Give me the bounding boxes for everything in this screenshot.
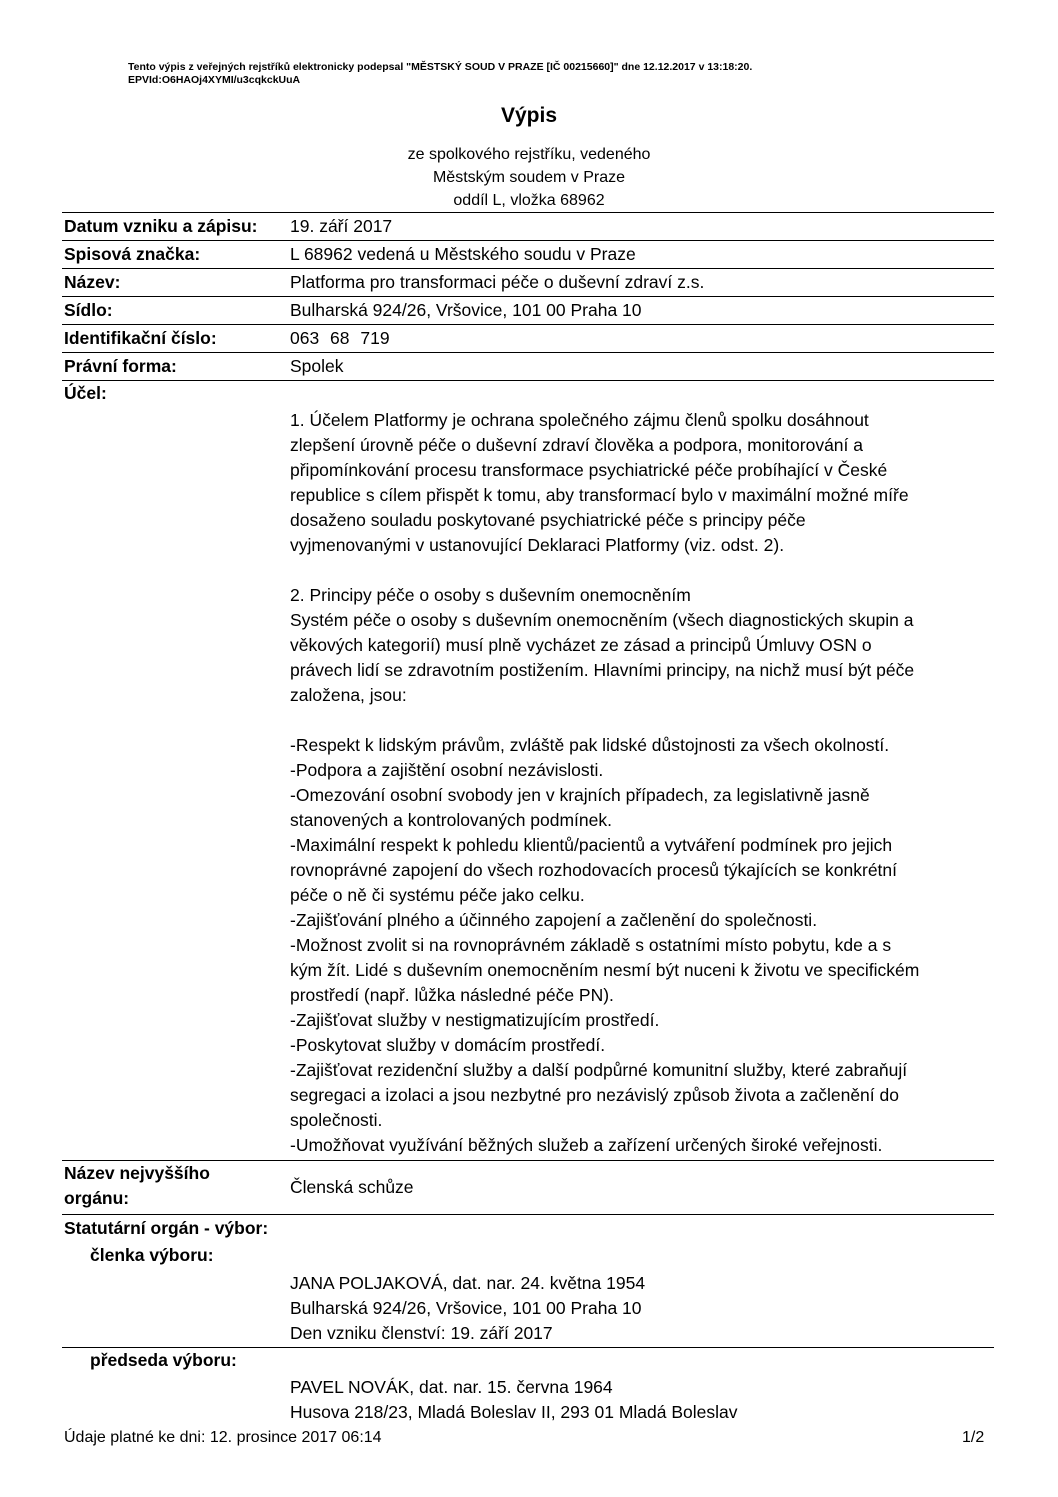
purpose-text-line: připomínkování procesu transformace psychiatrické péče probíhající v České bbox=[290, 460, 888, 480]
purpose-text-line: -Zajišťování plného a účinného zapojení a začlenění do společnosti. bbox=[290, 910, 818, 930]
file-number-label: Spisová značka: bbox=[64, 244, 201, 264]
divider bbox=[62, 1160, 994, 1161]
member-details-line: JANA POLJAKOVÁ, dat. nar. 24. května 1954 bbox=[290, 1273, 646, 1293]
divider bbox=[62, 240, 994, 241]
court-name: Městským soudem v Praze bbox=[432, 169, 626, 186]
purpose-text-line: -Možnost zvolit si na rovnoprávném základě s ostatními místo pobytu, kde a s bbox=[290, 935, 892, 955]
member-details bbox=[290, 1271, 1010, 1346]
purpose-text bbox=[290, 408, 1010, 1158]
register-subtitle: ze spolkového rejstříku, vedeného bbox=[407, 146, 651, 163]
purpose-text-line: věkových kategorií) musí plně vycházet ze zásad a principů Úmluvy OSN o bbox=[290, 635, 872, 655]
member-details-line: Bulharská 924/26, Vršovice, 101 00 Praha 10 bbox=[290, 1298, 642, 1318]
purpose-text-line: stanovených a kontrolovaných podmínek. bbox=[290, 810, 612, 830]
purpose-text-line: dosaženo souladu poskytované psychiatrické péče s principy péče bbox=[290, 510, 806, 530]
divider bbox=[62, 296, 994, 297]
divider bbox=[62, 380, 994, 381]
supreme-organ-label-line-1: Název nejvyššího bbox=[64, 1163, 210, 1183]
chairman-details-line: PAVEL NOVÁK, dat. nar. 15. června 1964 bbox=[290, 1377, 613, 1397]
purpose-text-line: 2. Principy péče o osoby s duševním onemocněním bbox=[290, 585, 691, 605]
purpose-text-line: společnosti. bbox=[290, 1110, 383, 1130]
legal-form-value: Spolek bbox=[290, 356, 344, 376]
name-value: Platforma pro transformaci péče o duševní zdraví z.s. bbox=[290, 272, 705, 292]
purpose-text-line: -Zajišťovat rezidenční služby a další podpůrné komunitní služby, které zabraňují bbox=[290, 1060, 908, 1080]
purpose-text-line: Systém péče o osoby s duševním onemocněním (všech diagnostických skupin a bbox=[290, 610, 914, 630]
valid-as-of: Údaje platné ke dni: 12. prosince 2017 06:14 bbox=[64, 1429, 382, 1446]
chairman-details-line: Husova 218/23, Mladá Boleslav II, 293 01 Mladá Boleslav bbox=[290, 1402, 738, 1422]
seat-label: Sídlo: bbox=[64, 300, 113, 320]
purpose-text-line: segregaci a izolaci a jsou nezbytné pro nezávislý způsob života a začlenění do bbox=[290, 1085, 899, 1105]
chairman-details bbox=[290, 1375, 1010, 1425]
purpose-text-line: právech lidí se zdravotním postižením. Hlavními principy, na nichž musí být péče bbox=[290, 660, 915, 680]
supreme-organ-label bbox=[64, 1163, 210, 1209]
supreme-organ-label-line-2: orgánu: bbox=[64, 1188, 130, 1208]
purpose-text-line: -Omezování osobní svobody jen v krajních případech, za legislativně jasně bbox=[290, 785, 870, 805]
divider bbox=[62, 1347, 994, 1348]
purpose-text-line: péče o ně či systému péče jako celku. bbox=[290, 885, 585, 905]
seat-value: Bulharská 924/26, Vršovice, 101 00 Praha 10 bbox=[290, 300, 642, 320]
purpose-text-line: prostředí (např. lůžka následné péče PN). bbox=[290, 985, 614, 1005]
signature-line-1: Tento výpis z veřejných rejstříků elektronicky podepsal "MĚSTSKÝ SOUD V PRAZE [IČ 00215660]" dne 12.12.2017 v 13:18:20. bbox=[128, 61, 753, 73]
founding-date-label: Datum vzniku a zápisu: bbox=[64, 216, 258, 236]
purpose-text-line: -Poskytovat služby v domácím prostředí. bbox=[290, 1035, 606, 1055]
id-number-value: 063 68 719 bbox=[290, 328, 390, 348]
supreme-organ-value: Členská schůze bbox=[290, 1177, 414, 1197]
member-label: členka výboru: bbox=[90, 1245, 214, 1265]
purpose-text-line: zlepšení úrovně péče o duševní zdraví člověka a podpora, monitorování a bbox=[290, 435, 863, 455]
document-title: Výpis bbox=[500, 104, 558, 127]
founding-date-value: 19. září 2017 bbox=[290, 216, 393, 236]
purpose-text-line: založena, jsou: bbox=[290, 685, 407, 705]
signature-line-2: EPVId:O6HAOj4XYMI/u3cqkckUuA bbox=[128, 74, 301, 86]
statutory-body-label: Statutární orgán - výbor: bbox=[64, 1218, 269, 1238]
legal-form-label: Právní forma: bbox=[64, 356, 177, 376]
purpose-text-line: -Umožňovat využívání běžných služeb a zařízení určených široké veřejnosti. bbox=[290, 1135, 883, 1155]
purpose-text-line: -Maximální respekt k pohledu klientů/pacientů a vytváření podmínek pro jejich bbox=[290, 835, 893, 855]
purpose-label: Účel: bbox=[64, 383, 107, 403]
divider bbox=[62, 268, 994, 269]
divider bbox=[62, 212, 994, 213]
divider bbox=[62, 324, 994, 325]
divider bbox=[62, 352, 994, 353]
purpose-text-line: vyjmenovanými v ustanovující Deklaraci Platformy (viz. odst. 2). bbox=[290, 535, 785, 555]
id-number-label: Identifikační číslo: bbox=[64, 328, 217, 348]
purpose-text-line bbox=[290, 558, 1010, 583]
purpose-text-line: -Zajišťovat služby v nestigmatizujícím prostředí. bbox=[290, 1010, 660, 1030]
signature-note bbox=[128, 61, 752, 87]
chairman-label: předseda výboru: bbox=[90, 1350, 237, 1370]
purpose-text-line: -Podpora a zajištění osobní nezávislosti. bbox=[290, 760, 604, 780]
member-details-line: Den vzniku členství: 19. září 2017 bbox=[290, 1323, 553, 1343]
divider bbox=[62, 1214, 994, 1215]
name-label: Název: bbox=[64, 272, 121, 292]
purpose-text-line: 1. Účelem Platformy je ochrana společného zájmu členů spolku dosáhnout bbox=[290, 410, 869, 430]
purpose-text-line: kým žít. Lidé s duševním onemocněním nesmí být nuceni k životu ve specifickém bbox=[290, 960, 920, 980]
purpose-text-line bbox=[290, 708, 1010, 733]
section-insert: oddíl L, vložka 68962 bbox=[453, 192, 605, 209]
purpose-text-line: republice s cílem přispět k tomu, aby transformací bylo v maximální možné míře bbox=[290, 485, 909, 505]
purpose-text-line: -Respekt k lidským právům, zvláště pak lidské důstojnosti za všech okolností. bbox=[290, 735, 890, 755]
file-number-value: L 68962 vedená u Městského soudu v Praze bbox=[290, 244, 636, 264]
page-number: 1/2 bbox=[962, 1429, 985, 1446]
purpose-text-line: rovnoprávné zapojení do všech rozhodovacích procesů týkajících se konkrétní bbox=[290, 860, 898, 880]
